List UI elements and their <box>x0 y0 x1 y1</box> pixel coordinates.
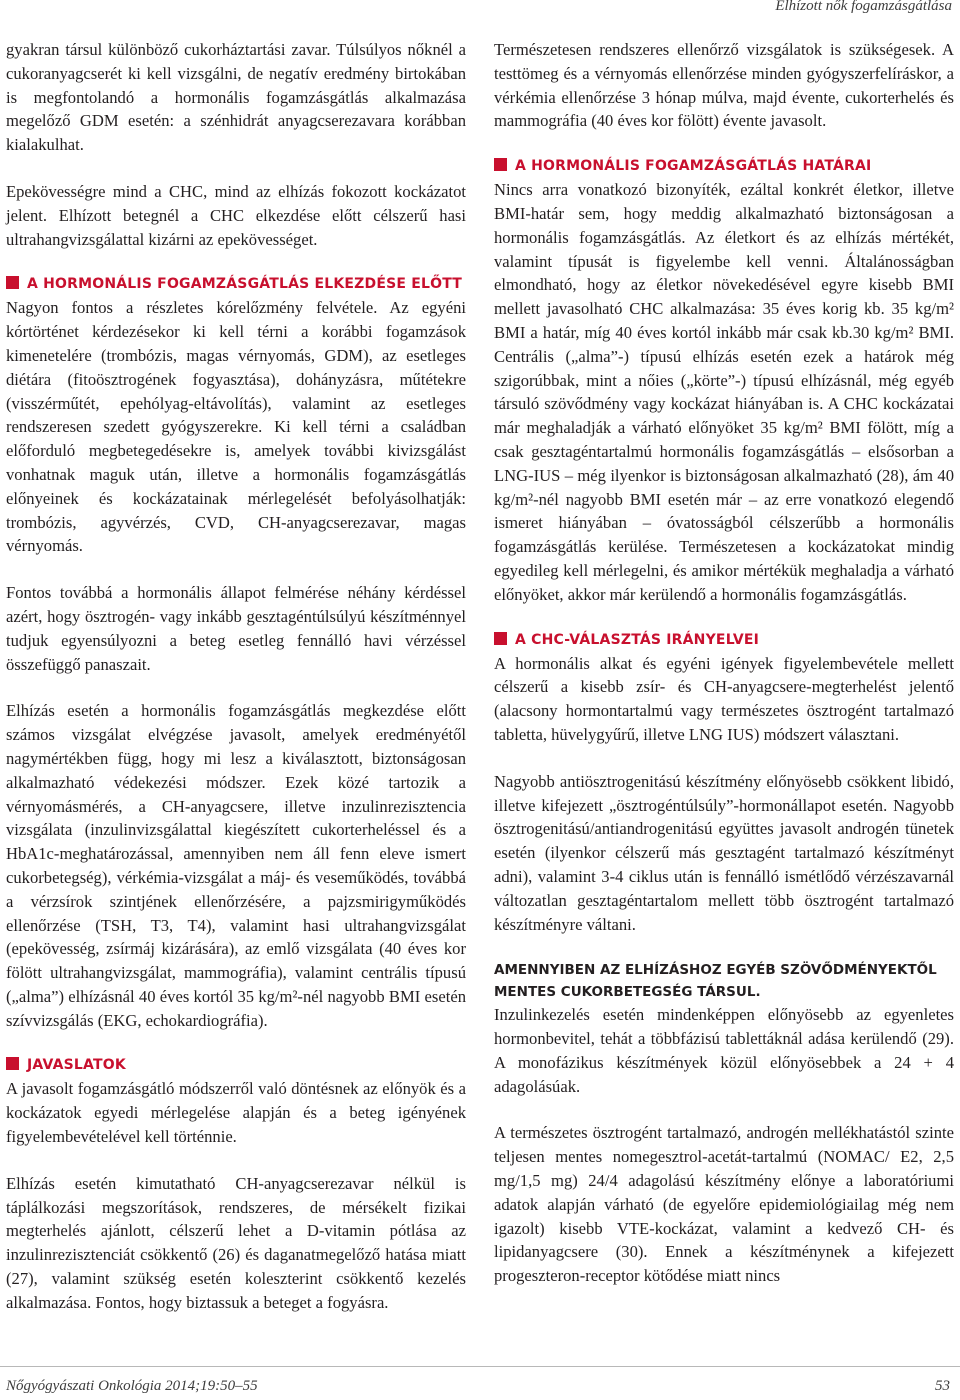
section-heading-text: A HORMONÁLIS FOGAMZÁSGÁTLÁS ELKEZDÉSE ELŐTT <box>27 276 463 293</box>
right-column <box>494 38 954 1288</box>
section-heading <box>494 156 954 176</box>
section-limits <box>494 156 954 606</box>
paragraph: Epekövességre mind a CHC, mind az elhízás fokozott kockázatot jelent. Elhízott betegnél a CHC elkezdése előtt célszerű hasi ultrahangvizsgálattal kizárni az epekövességet. <box>6 181 466 249</box>
paragraph: Nagyobb antiösztrogenitású készítmény előnyösebb csökkent libidó, illetve kifejezett „ösztrogéntúlsúly”-hormonállapot esetén. Nagyobb ösztrogenitású/antiandrogenitású együttes javasolt androgén tünetek esetén (ilyenkor célszerű más gesztagént tartalmazó készítményt adni), valamint 3-4 ciklus után is fennálló ismétlődő vérzészavarnál változatlan gesztagéntartalom mellett több ösztrogént tartalmazó készítményre váltani. <box>494 771 954 934</box>
paragraph: Nincs arra vonatkozó bizonyíték, ezáltal konkrét életkor, illetve BMI-határ sem, hogy meddig alkalmazható biztonságosan a hormonális fogamzásgátlás. Az életkort és az elhízás mértékét, valamint típusát is figyelembe kell venni. Általánosságban elmondható, hogy az életkor növekedésével egyre kisebb BMI mellett javasolható CHC alkalmazása: 35 éves korig kb. 35 kg/m² BMI a határ, míg 40 éves kortól inkább már csak kb.30 kg/m² BMI. Centrális („alma”-) típusú elhízás esetén ezek a határok még szigorúbbak, mint a nőies („körte”-) típusú elhízásnál, még egyéb társuló szövődmény vagy kockázat hiányában is. A CHC kockázatai már meghaladják a várható előnyöket 35 kg/m² BMI fölött, míg a csak gesztagéntartalmú hormonális fogamzásgátlás – elsősorban a LNG-IUS – még ilyenkor is biztonságosan alkalmazható (28), ám 40 kg/m²-nél nagyobb BMI esetén már – az erre vonatkozó elegendő ismeret hiányában – óvatosságból célszerűbb a hormonális fogamzásgátlás kerülése. Természetesen a kockázatokat mindig egyedileg kell mérlegelni, és amikor mértékük meghaladja a várható előnyöket, akkor már kerülendő a hormonális fogamzásgátlás. <box>494 180 954 604</box>
paragraph: A javasolt fogamzásgátló módszerről való döntésnek az előnyök és a kockázatok egyedi mérlegelése alapján és a beteg igényének figyelembevételével kell történnie. <box>6 1079 466 1147</box>
running-header-title: Elhízott nők fogamzásgátlása <box>775 0 952 14</box>
paragraph: A természetes ösztrogént tartalmazó, androgén mellékhatástól szinte teljesen mentes nomegesztrol-acetát-tartalmú (NOMAC/ E2, 2,5 mg/1,5 mg) 24/4 adagolású készítmény előnye a laboratóriumi adatok alapján várható (de egyelőre epidemiológiailag még nem igazolt) kisebb VTE-kockázat, valamint a kedvező CH- és lipidanyagcsere (30). Ennek a készítménynek a kifejezett progeszteron-receptor kötődése miatt nincs <box>494 1123 954 1286</box>
section-before-starting <box>6 274 466 1032</box>
paragraph: Természetesen rendszeres ellenőrző vizsgálatok is szükségesek. A testtömeg és a vérnyomás ellenőrzése minden gyógyszerfelíráskor, a vérkémia ellenőrzése 3 hónap múlva, majd évente, cukorterhelés és mammográfia (40 éves kor fölött) évente javasolt. <box>494 40 954 131</box>
paragraph: Fontos továbbá a hormonális állapot felmérése néhány kérdéssel azért, hogy ösztrogén- vagy inkább gesztagéntúlsúlyú készítménnyel tudjuk egyensúlyozni a beteg esetleg fennálló havi vérzéssel összefüggő panaszait. <box>6 583 466 674</box>
red-square-bullet-icon <box>6 276 19 289</box>
red-square-bullet-icon <box>494 632 507 645</box>
subsection-heading: AMENNYIBEN AZ ELHÍZÁSHOZ EGYÉB SZÖVŐDMÉNYEKTŐL MENTES CUKORBETEGSÉG TÁRSUL. <box>494 962 937 1001</box>
red-square-bullet-icon <box>494 158 507 171</box>
paragraph: Nagyon fontos a részletes kórelőzmény felvétele. Az egyéni kórtörténet kérdezésekor ki kell térni a korábbi fogamzások kimenetelére (trombózis, magas vérnyomás, GDM), az esetleges diétára (fitoösztrogének fogyasztása), dohányzásra, műtétekre (visszérműtét, epehólyag-eltávolítás), valamint az esetleges rendszeresen szedett gyógyszerekre. Ki kell térni a családban előforduló megbetegedésekre is, amelyek további kivizsgálást vonhatnak maguk után, illetve a hormonális fogamzásgátlás előnyeinek és kockázatainak mérlegelését befolyásolhatják: trombózis, agyvérzés, CVD, CH-anyagcserezavar, magas vérnyomás. <box>6 298 466 556</box>
page-number: 53 <box>935 1378 950 1394</box>
section-heading <box>6 1055 466 1075</box>
paragraph: A hormonális alkat és egyéni igények figyelembevétele mellett célszerű a kisebb zsír- és CH-anyagcsere-megterhelést jelentő (alacsony hormontartalmú vagy természetes ösztrogént tartalmazó tabletta, hüvelygyűrű, illetve LNG IUS) módszert választani. <box>494 653 954 744</box>
running-header <box>0 0 960 22</box>
section-heading-text: A CHC-VÁLASZTÁS IRÁNYELVEI <box>515 631 760 648</box>
paragraph: Elhízás esetén a hormonális fogamzásgátlás megkezdése előtt számos vizsgálat elvégzése javasolt, amelyek eredményétől nagymértékben függ, hogy mi lesz a kiválasztott, biztonságosan alkalmazható védekezési módszer. Ezek közé tartozik a vérnyomásmérés, a CH-anyagcsere, illetve inzulinrezisztencia vizsgálata (inzulinvizsgálattal kiegészített cukorterheléssel és a HbA1c-meghatározással, amennyiben nem áll fenn eleve ismert cukorbetegség), vérkémia-vizsgálat a máj- és veseműködés, továbbá a vérzsírok szintjének ellenőrzésére, a pajzsmirigyműködés ellenőrzése (TSH, T3, T4), valamint hasi ultrahangvizsgálat (epekövesség, zsírmáj kizárására), az emlő vizsgálata (40 éves kor fölött ultrahangvizsgálat, mammográfia), valamint centrális típusú („alma”) elhízásnál 40 éves kortól 35 kg/m²-nél nagyobb BMI esetén szívvizsgálás (EKG, echokardiográfia). <box>6 701 466 1030</box>
section-diabetes <box>494 959 954 1288</box>
footer-divider <box>0 1366 960 1367</box>
paragraph: gyakran társul különböző cukorháztartási zavar. Túlsúlyos nőknél a cukoranyagcserét ki kell vizsgálni, de negatív eredmény birtokában is megfontolandó a hormonális fogamzásgátlás alkalmazása megelőző GDM esetén: a szénhidrát anyagcserezavara korábban kialakulhat. <box>6 40 466 155</box>
section-heading-text: JAVASLATOK <box>27 1057 126 1074</box>
left-column <box>6 38 466 1315</box>
paragraph: Elhízás esetén kimutatható CH-anyagcserezavar nélkül is táplálkozási megszorítások, rendszeres, de mérsékelt fizikai megterhelés ajánlott, célszerű lehet a D-vitamin pótlása az inzulinrezisztenciát csökkentő (26) és daganatmegelőző hatása miatt (27), valamint szükség esetén koleszterint csökkentő kezelés alkalmazása. Fontos, hogy biztassuk a beteget a fogyásra. <box>6 1173 466 1312</box>
section-heading <box>6 274 466 294</box>
section-heading <box>494 630 954 650</box>
section-heading-text: A HORMONÁLIS FOGAMZÁSGÁTLÁS HATÁRAI <box>515 158 872 175</box>
section-recommendations <box>6 1055 466 1314</box>
red-square-bullet-icon <box>6 1057 19 1070</box>
paragraph: Inzulinkezelés esetén mindenképpen előnyösebb az egyenletes hormonbevitel, tehát a többfázisú tablettáknál adása kerülendő (29). A monofázikus készítmények közül előnyösebbek a 24 + 4 adagolásúak. <box>494 1005 954 1096</box>
section-chc-guidelines <box>494 630 954 937</box>
footer-citation: Nőgyógyászati Onkológia 2014;19:50–55 <box>6 1378 258 1394</box>
